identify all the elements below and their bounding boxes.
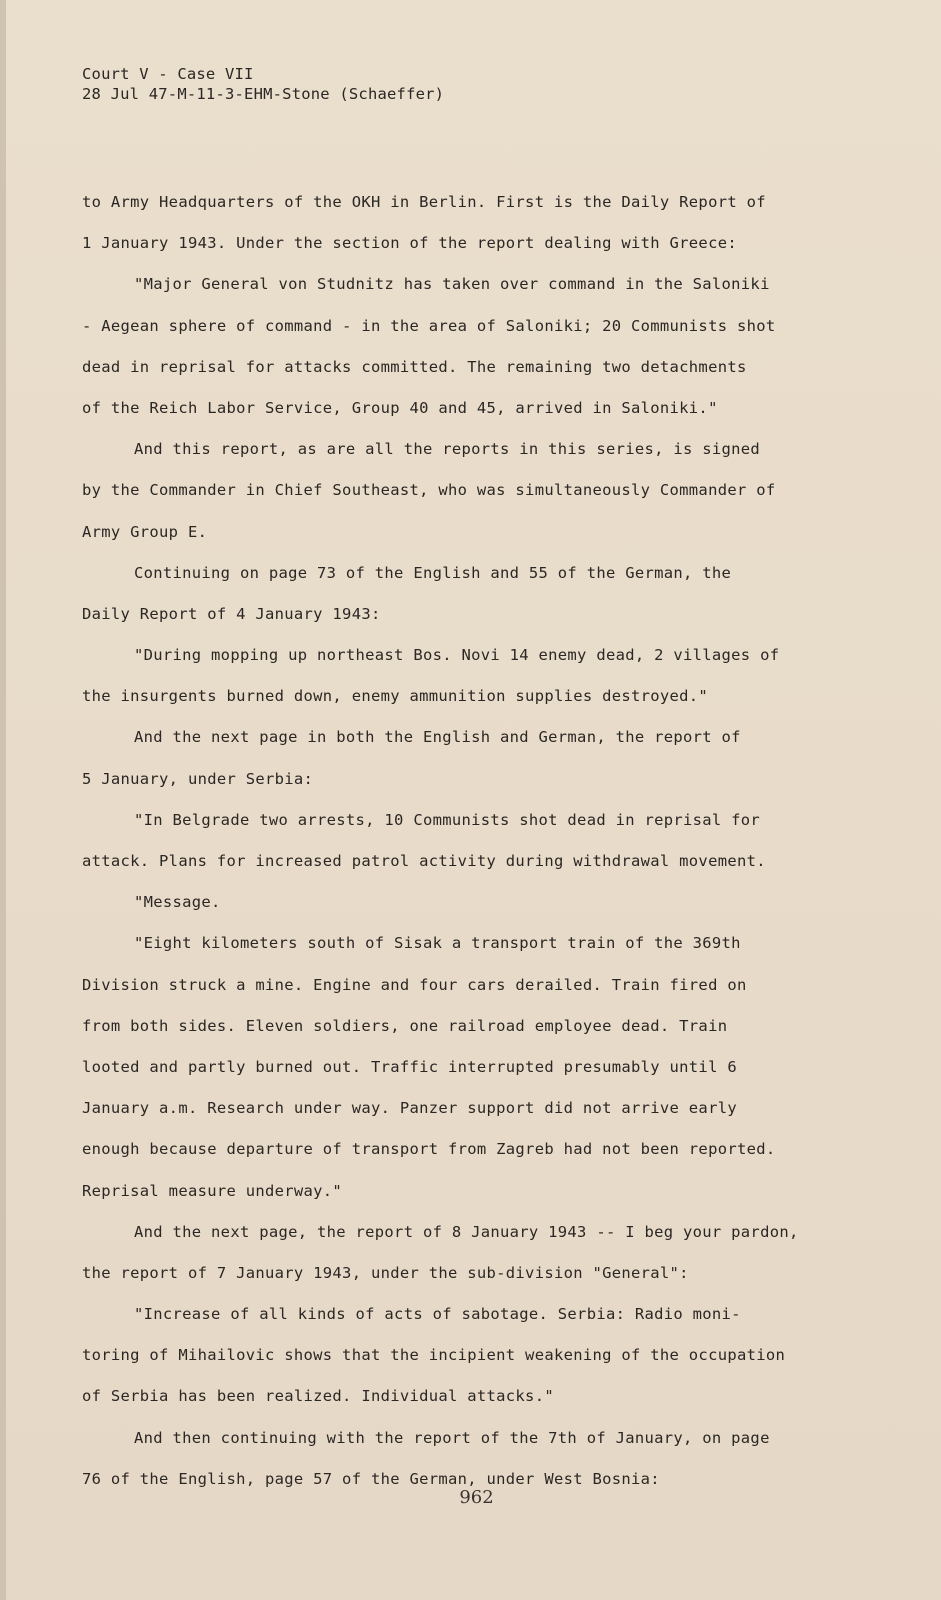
header-transcript-id: 28 Jul 47-M-11-3-EHM-Stone (Schaeffer): [82, 85, 445, 103]
text-line: Continuing on page 73 of the English and 55 of the German, the: [134, 563, 732, 582]
text-line: January a.m. Research under way. Panzer support did not arrive early: [82, 1099, 737, 1118]
header-court-case: Court V - Case VII: [82, 65, 254, 83]
text-line: "During mopping up northeast Bos. Novi 14 enemy dead, 2 villages of: [134, 646, 780, 665]
text-line: "In Belgrade two arrests, 10 Communists shot dead in reprisal for: [134, 810, 761, 829]
text-line: the report of 7 January 1943, under the sub-division "General":: [82, 1263, 689, 1282]
text-line: toring of Mihailovic shows that the incipient weakening of the occupation: [82, 1346, 786, 1365]
text-line: looted and partly burned out. Traffic interrupted presumably until 6: [82, 1057, 737, 1076]
text-line: the insurgents burned down, enemy ammunition supplies destroyed.": [82, 687, 709, 706]
page-number: 962: [459, 1487, 494, 1508]
text-line: And the next page, the report of 8 January 1943 -- I beg your pardon,: [134, 1222, 799, 1241]
text-line: And then continuing with the report of the 7th of January, on page: [134, 1428, 770, 1447]
text-line: "Major General von Studnitz has taken over command in the Saloniki: [134, 275, 770, 294]
text-line: 76 of the English, page 57 of the German, under West Bosnia:: [82, 1469, 660, 1488]
text-line: And the next page in both the English and German, the report of: [134, 728, 741, 747]
text-line: 5 January, under Serbia:: [82, 769, 314, 788]
text-line: attack. Plans for increased patrol activity during withdrawal movement.: [82, 852, 766, 870]
text-line: dead in reprisal for attacks committed. The remaining two detachments: [82, 357, 747, 376]
text-line: by the Commander in Chief Southeast, who was simultaneously Commander of: [82, 481, 776, 500]
text-line: "Message.: [134, 893, 221, 912]
text-line: Daily Report of 4 January 1943:: [82, 604, 381, 623]
text-line: to Army Headquarters of the OKH in Berlin. First is the Daily Report of: [82, 193, 766, 211]
text-line: 1 January 1943. Under the section of the report dealing with Greece:: [82, 234, 737, 253]
transcript-body: [82, 182, 842, 1500]
text-line: - Aegean sphere of command - in the area of Saloniki; 20 Communists shot: [82, 316, 776, 335]
text-line: of the Reich Labor Service, Group 40 and 45, arrived in Saloniki.": [82, 398, 718, 417]
text-line: from both sides. Eleven soldiers, one railroad employee dead. Train: [82, 1016, 728, 1035]
document-header: [82, 64, 444, 104]
text-line: Army Group E.: [82, 522, 208, 541]
text-line: enough because departure of transport from Zagreb had not been reported.: [82, 1140, 776, 1159]
text-line: "Increase of all kinds of acts of sabotage. Serbia: Radio moni-: [134, 1305, 741, 1324]
text-line: Division struck a mine. Engine and four cars derailed. Train fired on: [82, 975, 747, 994]
text-line: And this report, as are all the reports in this series, is signed: [134, 440, 761, 459]
text-line: "Eight kilometers south of Sisak a transport train of the 369th: [134, 934, 741, 953]
text-line: Reprisal measure underway.": [82, 1181, 343, 1200]
text-line: of Serbia has been realized. Individual attacks.": [82, 1387, 554, 1406]
